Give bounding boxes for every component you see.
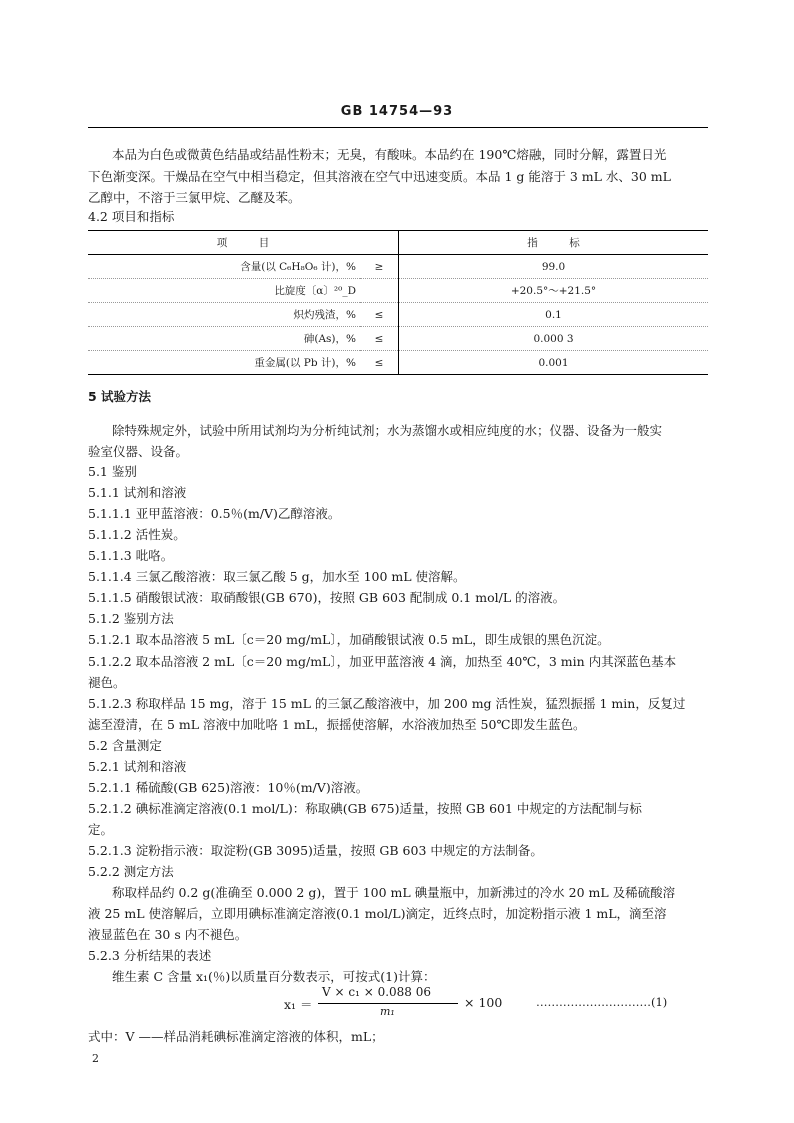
intro-line-3: 乙醇中，不溶于三氯甲烷、乙醚及苯。	[88, 190, 301, 205]
item-5-1-1-1: 5.1.1.1 亚甲蓝溶液：0.5％(m/V)乙醇溶液。	[88, 506, 341, 521]
header-rule	[88, 127, 708, 128]
formula-lhs: x₁ ＝	[284, 997, 313, 1012]
method-line-1: 称取样品约 0.2 g(准确至 0.000 2 g)，置于 100 mL 碘量瓶中，加新沸过的冷水 20 mL 及稀硫酸溶	[112, 885, 676, 900]
item-5-1-2-2-line-1: 5.1.2.2 取本品溶液 2 mL〔c＝20 mg/mL〕，加亚甲蓝溶液 4 滴，加热至 40℃，3 min 内其深蓝色基本	[88, 654, 677, 669]
table-header-item: 项 目	[88, 231, 399, 255]
where-line: 式中：V ——样品消耗碘标准滴定溶液的体积，mL；	[88, 1029, 384, 1044]
heading-5-1-1: 5.1.1 试剂和溶液	[88, 485, 187, 500]
table-row	[88, 279, 708, 303]
table-cell-name: 比旋度〔α〕²⁰_D	[88, 279, 360, 303]
item-5-2-1-1: 5.2.1.1 稀硫酸(GB 625)溶液：10％(m/V)溶液。	[88, 780, 369, 795]
general-line-2: 验室仪器、设备。	[88, 444, 189, 459]
section-4-2-title: 4.2 项目和指标	[88, 209, 175, 224]
heading-5-2-1: 5.2.1 试剂和溶液	[88, 759, 187, 774]
table-cell-operator: ≤	[360, 327, 398, 351]
formula-fraction-bar	[318, 1003, 458, 1004]
item-5-1-2-2-line-2: 褪色。	[88, 675, 126, 690]
general-line-1: 除特殊规定外，试验中所用试剂均为分析纯试剂；水为蒸馏水或相应纯度的水；仪器、设备为一般实	[112, 423, 663, 438]
table-header-value: 指 标	[399, 231, 708, 255]
formula-multiplier: × 100	[464, 995, 503, 1010]
item-5-1-2-1: 5.1.2.1 取本品溶液 5 mL〔c＝20 mg/mL〕，加硝酸银试液 0.5 mL，即生成银的黑色沉淀。	[88, 632, 610, 647]
intro-line-2: 下色渐变深。干燥品在空气中相当稳定，但其溶液在空气中迅速变质。本品 1 g 能溶于 3 mL 水、30 mL	[88, 169, 671, 184]
intro-line-1: 本品为白色或微黄色结晶或结晶性粉末；无臭，有酸味。本品约在 190℃熔融，同时分解，露置日光	[112, 147, 667, 162]
table-cell-value: 0.000 3	[399, 327, 708, 351]
item-5-1-1-2: 5.1.1.2 活性炭。	[88, 527, 186, 542]
item-5-1-1-3: 5.1.1.3 吡咯。	[88, 548, 174, 563]
item-5-1-1-4: 5.1.1.4 三氯乙酸溶液：取三氯乙酸 5 g，加水至 100 mL 使溶解。	[88, 569, 466, 584]
item-5-2-1-3: 5.2.1.3 淀粉指示液：取淀粉(GB 3095)适量，按照 GB 603 中规定的方法制备。	[88, 843, 543, 858]
section-5-title: 5 试验方法	[88, 389, 152, 404]
item-5-2-1-2-line-1: 5.2.1.2 碘标准滴定溶液(0.1 mol/L)：称取碘(GB 675)适量，按照 GB 601 中规定的方法配制与标	[88, 801, 642, 816]
item-5-1-1-5: 5.1.1.5 硝酸银试液：取硝酸银(GB 670)，按照 GB 603 配制成 0.1 mol/L 的溶液。	[88, 590, 566, 605]
table-cell-operator: ≤	[360, 351, 398, 375]
item-5-1-2-3-line-1: 5.1.2.3 称取样品 15 mg，溶于 15 mL 的三氯乙酸溶液中，加 200 mg 活性炭，猛烈振摇 1 min，反复过	[88, 696, 686, 711]
method-line-3: 液显蓝色在 30 s 内不褪色。	[88, 927, 248, 942]
table-row	[88, 303, 708, 327]
heading-5-2: 5.2 含量测定	[88, 738, 162, 753]
heading-5-2-2: 5.2.2 测定方法	[88, 864, 174, 879]
formula-equation-number: …………………………(1)	[536, 995, 668, 1009]
spec-table	[88, 230, 708, 375]
page-number: 2	[92, 1052, 99, 1065]
table-cell-operator	[360, 279, 398, 303]
item-5-1-2-3-line-2: 滤至澄清，在 5 mL 溶液中加吡咯 1 mL，振摇使溶解，水浴液加热至 50℃即发生蓝色。	[88, 717, 586, 732]
table-cell-value: 0.001	[399, 351, 708, 375]
method-line-2: 液 25 mL 使溶解后，立即用碘标准滴定溶液(0.1 mol/L)滴定，近终点时，加淀粉指示液 1 mL，滴至溶	[88, 906, 667, 921]
standard-code-header: GB 14754—93	[340, 104, 454, 119]
table-cell-name: 砷(As)，%	[88, 327, 360, 351]
table-cell-value: +20.5°～+21.5°	[399, 279, 708, 303]
formula-denominator: m₁	[380, 1005, 395, 1018]
table-cell-name: 重金属(以 Pb 计)，%	[88, 351, 360, 375]
table-row	[88, 327, 708, 351]
table-row	[88, 351, 708, 375]
table-cell-operator: ≤	[360, 303, 398, 327]
heading-5-1: 5.1 鉴别	[88, 464, 137, 479]
table-row	[88, 255, 708, 279]
heading-5-1-2: 5.1.2 鉴别方法	[88, 611, 174, 626]
table-cell-name: 含量(以 C₆H₈O₆ 计)，%	[88, 255, 360, 279]
table-header-row	[88, 231, 708, 255]
table-cell-operator: ≥	[360, 255, 398, 279]
table-cell-value: 99.0	[399, 255, 708, 279]
table-cell-name: 炽灼残渣，%	[88, 303, 360, 327]
result-line-1: 维生素 C 含量 x₁(％)以质量百分数表示，可按式(1)计算：	[112, 969, 436, 984]
table-cell-value: 0.1	[399, 303, 708, 327]
item-5-2-1-2-line-2: 定。	[88, 822, 114, 837]
heading-5-2-3: 5.2.3 分析结果的表述	[88, 948, 212, 963]
formula-numerator: V × c₁ × 0.088 06	[322, 985, 432, 999]
